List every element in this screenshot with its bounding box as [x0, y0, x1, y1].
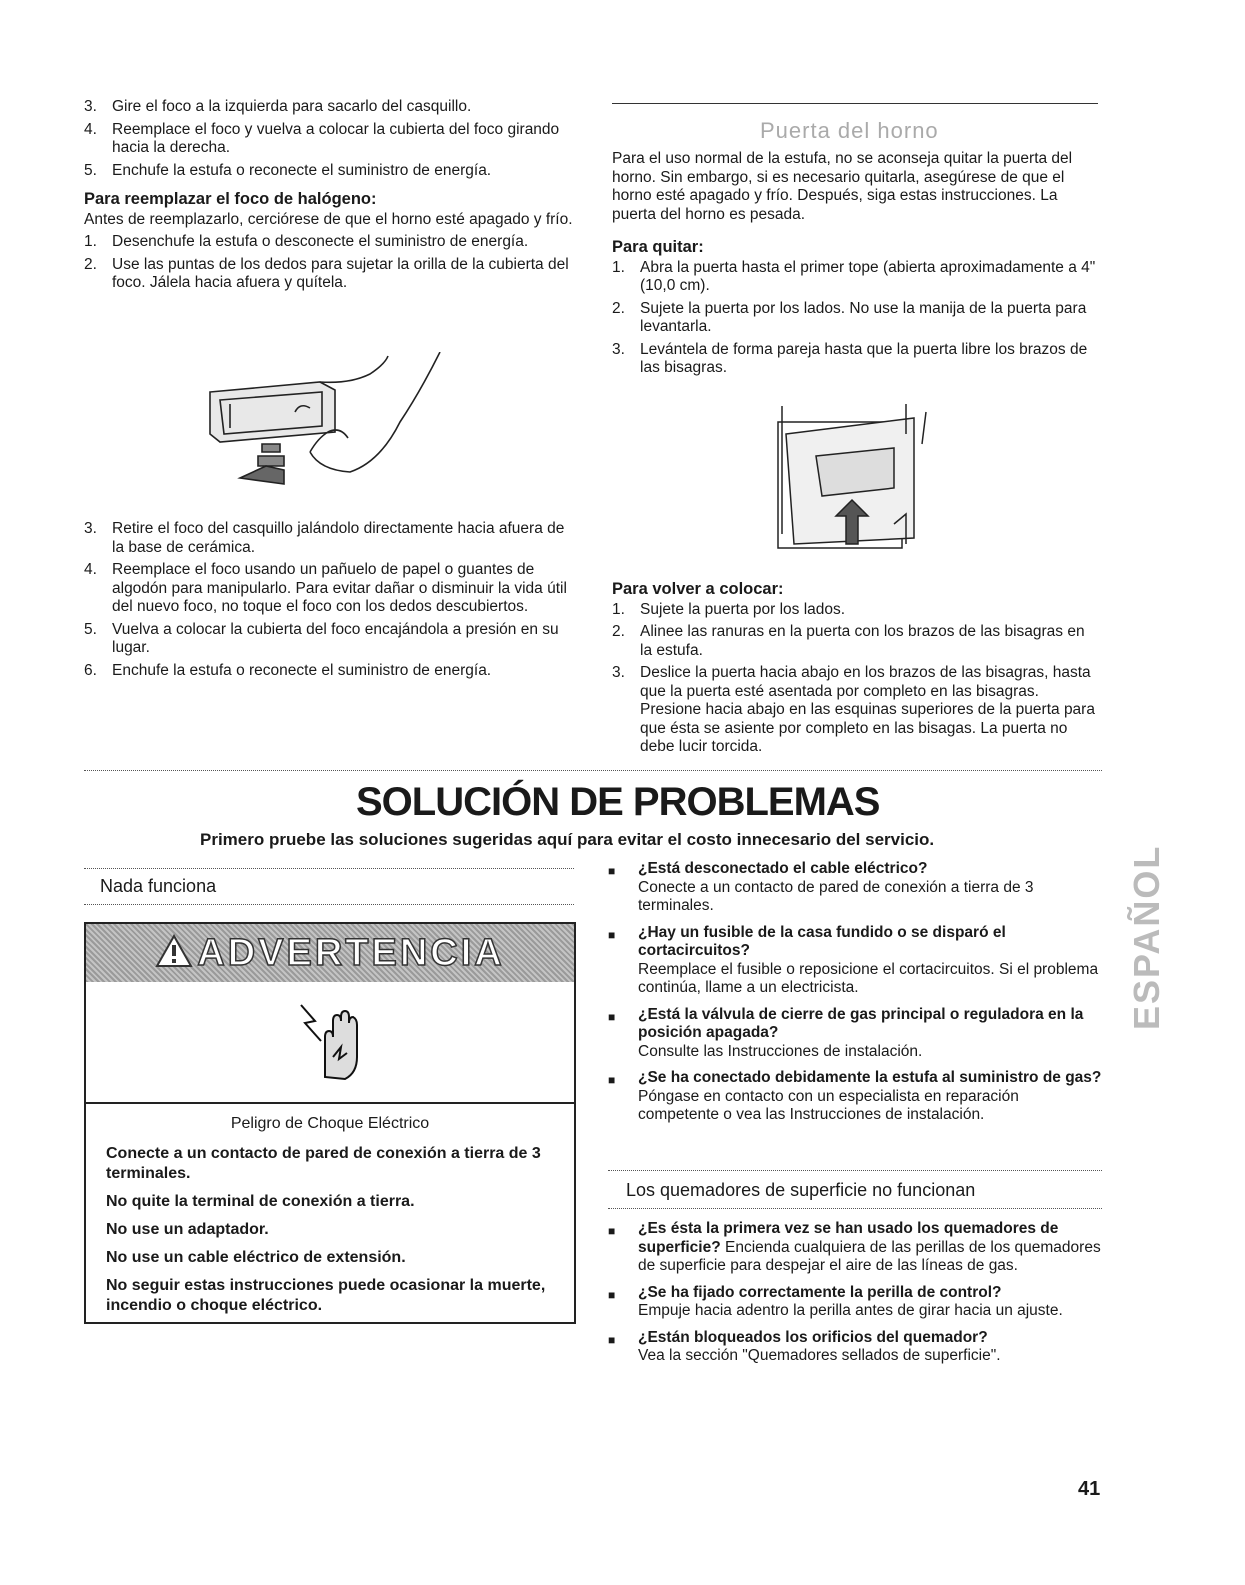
halogen-heading: Para reemplazar el foco de halógeno:: [84, 190, 377, 208]
step-number: 1.: [84, 233, 97, 250]
bullet-icon: ■: [608, 1009, 616, 1024]
step-item: [612, 259, 1100, 296]
bulb-steps-a: [84, 98, 574, 180]
remove-steps: [612, 259, 1100, 378]
page-number: 41: [1078, 1478, 1101, 1500]
step-number: 3.: [84, 98, 97, 115]
halogen-bulb-illustration: [200, 352, 460, 492]
step-number: 3.: [84, 520, 97, 537]
burner-items: [608, 1220, 1102, 1374]
left-column-bottom: [84, 520, 574, 684]
warning-body: [86, 1104, 574, 1316]
step-number: 2.: [612, 299, 625, 317]
step-number: 3.: [612, 340, 625, 358]
step-item: [612, 664, 1100, 757]
warning-line: Conecte a un contacto de pared de conexión a tierra de 3 terminales.: [106, 1145, 541, 1182]
warning-label: ADVERTENCIA: [197, 931, 505, 974]
burners-heading-top-rule: [608, 1170, 1102, 1171]
step-item: [612, 341, 1100, 378]
step-item: [84, 662, 574, 681]
step-text: Reemplace el foco y vuelva a colocar la cubierta del foco girando hacia la derecha.: [112, 120, 560, 156]
step-number: 4.: [84, 120, 97, 138]
bullet-icon: ■: [608, 1332, 616, 1347]
step-text: Enchufe la estufa o reconecte el suministro de energía.: [112, 661, 492, 679]
step-item: [612, 623, 1100, 660]
halogen-intro: Antes de reemplazarlo, cerciórese de que el horno esté apagado y frío.: [84, 210, 573, 228]
step-text: Alinee las ranuras en la puerta con los brazos de las bisagras en la estufa.: [640, 623, 1085, 659]
step-text: Levántela de forma pareja hasta que la puerta libre los brazos de las bisagras.: [640, 340, 1088, 376]
left-column-top: [84, 98, 574, 297]
step-item: [84, 98, 574, 117]
step-text: Desenchufe la estufa o desconecte el suministro de energía.: [112, 233, 529, 250]
step-number: 4.: [84, 561, 97, 578]
answer-text: Encienda cualquiera de las perillas de los quemadores de superficie para despejar el aire de las líneas de gas.: [638, 1238, 1101, 1274]
right-column-top: [612, 150, 1100, 382]
step-text: Gire el foco a la izquierda para sacarlo del casquillo.: [112, 98, 472, 115]
remove-heading: Para quitar:: [612, 238, 704, 256]
nada-items: [608, 860, 1102, 1133]
step-item: [84, 256, 574, 293]
bullet-icon: ■: [608, 927, 616, 942]
step-item: [84, 233, 574, 252]
troubleshoot-item: [608, 1220, 1102, 1276]
oven-door-top-rule: [612, 103, 1098, 104]
warning-header: [86, 924, 574, 982]
answer-text: Empuje hacia adentro la perilla antes de girar hacia un ajuste.: [638, 1302, 1063, 1319]
nada-heading-bottom-rule: [84, 904, 574, 905]
answer-text: Reemplace el fusible o reposicione el cortacircuitos. Si el problema continúa, llame a un electricista.: [638, 960, 1099, 996]
step-item: [84, 520, 574, 557]
bullet-icon: ■: [608, 1224, 616, 1238]
step-item: [84, 121, 574, 158]
step-text: Use las puntas de los dedos para sujetar la orilla de la cubierta del foco. Jálela hacia afuera y quítela.: [112, 255, 569, 291]
question-text: ¿Se ha conectado debidamente la estufa al suministro de gas?: [638, 1069, 1102, 1086]
warning-lines: [106, 1144, 554, 1316]
warning-line: No quite la terminal de conexión a tierra.: [106, 1193, 415, 1210]
halogen-steps-b: [84, 233, 574, 293]
question-text: ¿Hay un fusible de la casa fundido o se disparó el cortacircuitos?: [638, 923, 1006, 959]
oven-door-intro: Para el uso normal de la estufa, no se aconseja quitar la puerta del horno. Sin embargo, si es necesario quitarla, asegúrese de que el horno esté apagado y frío. Después, siga estas instrucciones. La puerta del horno es pesada.: [612, 150, 1073, 223]
step-number: 3.: [612, 664, 625, 681]
step-item: [84, 621, 574, 658]
step-number: 1.: [612, 600, 625, 618]
oven-door-illustration: [776, 404, 936, 550]
warning-line: No use un cable eléctrico de extensión.: [106, 1249, 406, 1266]
electric-shock-hand-icon: [295, 997, 365, 1087]
answer-text: Póngase en contacto con un especialista en reparación competente o vea las Instrucciones de instalación.: [638, 1087, 1019, 1123]
step-text: Enchufe la estufa o reconecte el suministro de energía.: [112, 161, 492, 179]
nada-heading-top-rule: [84, 868, 574, 869]
oven-door-title: Puerta del horno: [760, 118, 939, 143]
step-item: [84, 162, 574, 181]
troubleshoot-item: [608, 1284, 1102, 1321]
warning-line: No use un adaptador.: [106, 1221, 269, 1238]
step-text: Deslice la puerta hacia abajo en los brazos de las bisagras, hasta que la puerta esté asentada por completo en las bisagras. Presione hacia abajo en las esquinas superiores de la puerta para que ésta se asiente por completo en las bisagas. La puerta no debe lucir torcida.: [640, 664, 1095, 755]
question-text: ¿Está desconectado el cable eléctrico?: [638, 860, 928, 877]
step-text: Retire el foco del casquillo jalándolo directamente hacia afuera de la base de cerámica.: [112, 520, 565, 556]
warning-triangle-icon: [155, 934, 193, 973]
bullet-icon: ■: [608, 1287, 616, 1302]
bulb-steps-c: [84, 520, 574, 680]
replace-steps: [612, 601, 1100, 757]
question-text: ¿Se ha fijado correctamente la perilla de control?: [638, 1283, 1002, 1301]
step-text: Sujete la puerta por los lados.: [640, 600, 846, 618]
question-text: ¿Es ésta la primera vez se han usado los quemadores de superficie?: [638, 1220, 1059, 1256]
warning-hazard: Peligro de Choque Eléctrico: [230, 1115, 430, 1132]
troubleshoot-item: [608, 1069, 1102, 1125]
troubleshooting-subtitle: Primero pruebe las soluciones sugeridas aquí para evitar el costo innecesario del servicio.: [200, 830, 935, 849]
burners-heading: Los quemadores de superficie no funcionan: [626, 1180, 976, 1200]
step-number: 2.: [84, 255, 97, 273]
step-item: [612, 601, 1100, 620]
step-number: 5.: [84, 620, 97, 638]
troubleshoot-item: [608, 924, 1102, 998]
troubleshoot-item: [608, 1329, 1102, 1366]
section-divider: [84, 770, 1102, 771]
nada-heading: Nada funciona: [100, 876, 217, 896]
step-item: [84, 561, 574, 617]
answer-text: Consulte las Instrucciones de instalación.: [638, 1042, 923, 1060]
language-side-tab: ESPAÑOL: [1126, 844, 1167, 1030]
step-item: [612, 300, 1100, 337]
step-number: 6.: [84, 661, 97, 679]
burners-heading-bottom-rule: [608, 1208, 1102, 1209]
step-text: Reemplace el foco usando un pañuelo de papel o guantes de algodón para manipularlo. Para evitar dañar o disminuir la vida útil del nuevo foco, no toque el foco con los dedos descubiertos.: [112, 561, 567, 615]
bullet-icon: ■: [608, 1073, 616, 1087]
step-number: 1.: [612, 258, 625, 276]
step-text: Abra la puerta hasta el primer tope (abierta aproximadamente a 4" (10,0 cm).: [640, 258, 1096, 294]
warning-box: [84, 922, 576, 1324]
answer-text: Vea la sección "Quemadores sellados de superficie".: [638, 1347, 1001, 1364]
troubleshoot-item: [608, 1006, 1102, 1062]
question-text: ¿Están bloqueados los orificios del quemador?: [638, 1328, 988, 1346]
question-text: ¿Está la válvula de cierre de gas principal o reguladora en la posición apagada?: [638, 1005, 1084, 1041]
step-number: 2.: [612, 623, 625, 640]
hand-removing-bulb-cover-icon: [200, 352, 460, 492]
oven-door-lift-icon: [776, 404, 936, 550]
replace-heading: Para volver a colocar:: [612, 580, 784, 598]
step-text: Sujete la puerta por los lados. No use la manija de la puerta para levantarla.: [640, 299, 1087, 335]
troubleshoot-item: [608, 860, 1102, 916]
warning-line: No seguir estas instrucciones puede ocasionar la muerte, incendio o choque eléctrico.: [106, 1277, 546, 1314]
bullet-icon: ■: [608, 864, 616, 878]
answer-text: Conecte a un contacto de pared de conexión a tierra de 3 terminales.: [638, 878, 1034, 914]
shock-symbol: [86, 982, 574, 1102]
troubleshooting-title: SOLUCIÓN DE PROBLEMAS: [356, 780, 880, 824]
step-number: 5.: [84, 161, 97, 179]
right-column-bottom: [612, 572, 1100, 761]
step-text: Vuelva a colocar la cubierta del foco encajándola a presión en su lugar.: [112, 620, 559, 656]
